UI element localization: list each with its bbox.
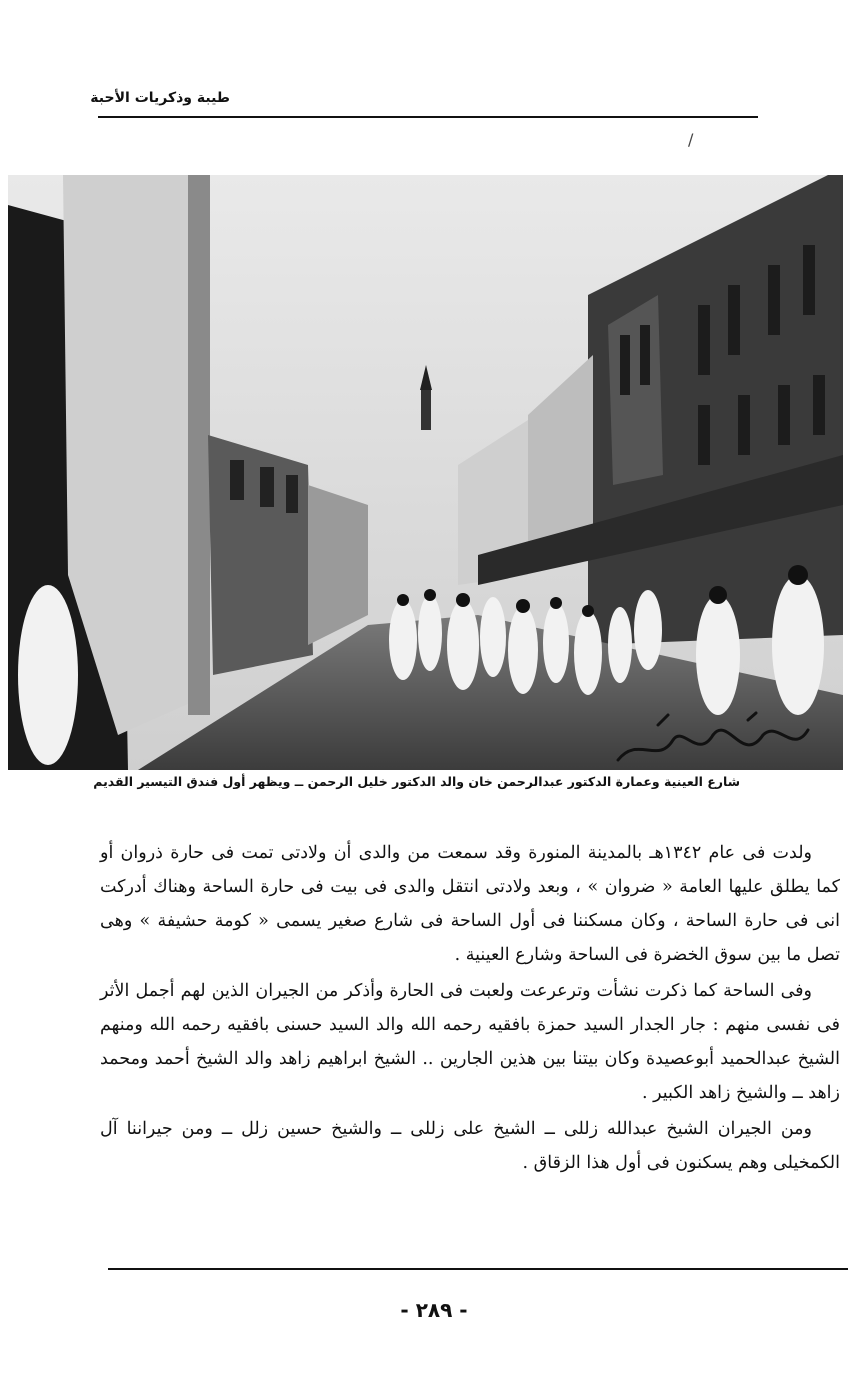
- paragraph: ولدت فى عام ١٣٤٢هـ بالمدينة المنورة وقد سمعت من والدى أن ولادتى تمت فى حارة ذروان أو كما يطلق عليها العامة « ضروان » ، وبعد ولادتى انتقل والدى فى بيت فى حارة الساحة وهناك أدركت انى فى حارة الساحة ، وكان مسكننا فى أول الساحة فى شارع صغير يسمى « كومة حشيفة » وهى تصل ما بين سوق الخضرة فى الساحة وشارع العينية .: [100, 843, 840, 965]
- paragraph: ومن الجيران الشيخ عبدالله زللى ــ الشيخ على زللى ــ والشيخ حسين زلل ــ ومن جيراننا آل الكمخيلى وهم يسكنون فى أول هذا الزقاق .: [100, 1119, 840, 1173]
- page-number: - ٢٨٩ -: [400, 1298, 468, 1322]
- header-rule: [98, 116, 758, 118]
- running-header-title: طيبة وذكريات الأحبة: [90, 90, 230, 106]
- footer-rule: [108, 1268, 848, 1270]
- body-text: [100, 836, 840, 1180]
- photo-caption: شارع العينية وعمارة الدكتور عبدالرحمن خان والد الدكتور خليل الرحمن ــ ويظهر أول فندق التيسير القديم: [93, 774, 740, 789]
- paragraph: وفى الساحة كما ذكرت نشأت وترعرعت ولعبت فى الحارة وأذكر من الجيران الذين لهم أجمل الأثر فى نفسى منهم : جار الجدار السيد حمزة بافقيه رحمه الله والد السيد حسنى بافقيه رحمه الله ومنهم الشيخ عبدالحميد أبوعصيدة وكان بيتنا بين هذين الجارين .. الشيخ ابراهيم زاهد والد الشيخ أحمد ومحمد زاهد ــ والشيخ زاهد الكبير .: [100, 981, 840, 1103]
- stray-pen-mark: /: [688, 130, 694, 149]
- street-photograph: [8, 175, 843, 770]
